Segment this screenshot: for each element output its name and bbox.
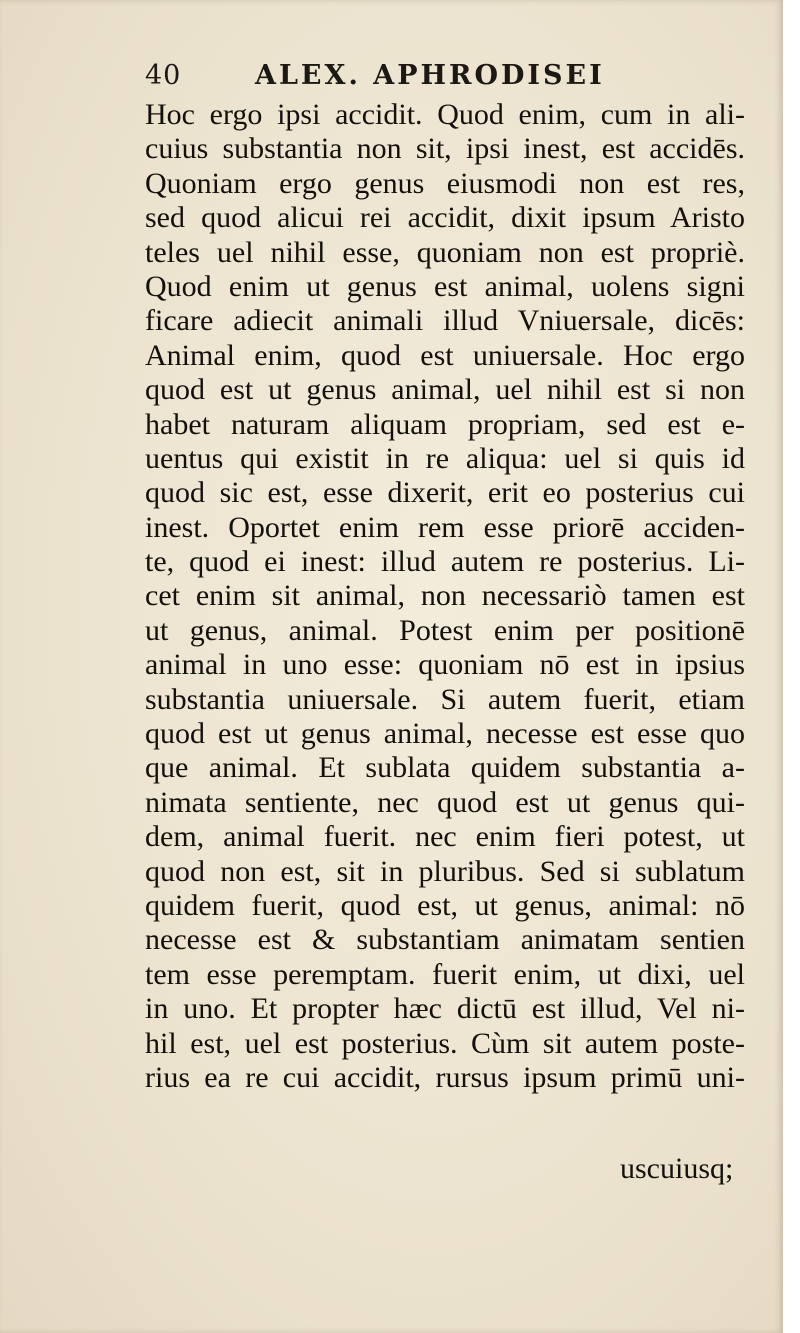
running-title: ALEX. APHRODISEI <box>255 60 605 91</box>
text-line: nimata sentiente, nec quod est ut genus qui- <box>145 785 745 819</box>
text-line: uentus qui existit in re aliqua: uel si quis id <box>145 441 745 475</box>
text-line: quod sic est, esse dixerit, erit eo posterius cui <box>145 476 745 510</box>
text-line: teles uel nihil esse, quoniam non est propriè. <box>145 235 745 269</box>
text-line: sed quod alicui rei accidit, dixit ipsum Aristo <box>145 201 745 235</box>
text-line: quod est ut genus animal, necesse est esse quo <box>145 717 745 751</box>
text-line: hil est, uel est posterius. Cùm sit autem poste- <box>145 1026 745 1060</box>
text-line: habet naturam aliquam propriam, sed est e- <box>145 407 745 441</box>
text-line: cuius substantia non sit, ipsi inest, est accidēs. <box>145 132 745 166</box>
text-line: in uno. Et propter hæc dictū est illud, Vel ni- <box>145 992 745 1026</box>
folio-number: 40 <box>145 60 182 91</box>
text-line: inest. Oportet enim rem esse priorē acciden- <box>145 510 745 544</box>
text-line: cet enim sit animal, non necessariò tamen est <box>145 579 745 613</box>
page-margin-edge <box>783 0 800 1333</box>
text-line: quod est ut genus animal, uel nihil est si non <box>145 373 745 407</box>
text-line: Hoc ergo ipsi accidit. Quod enim, cum in ali- <box>145 98 745 131</box>
text-line: Quoniam ergo genus eiusmodi non est res, <box>145 166 745 200</box>
text-line: te, quod ei inest: illud autem re posterius. Li- <box>145 545 745 579</box>
text-line: rius ea re cui accidit, rursus ipsum primū uni- <box>145 1060 745 1094</box>
text-line: que animal. Et sublata quidem substantia a- <box>145 751 745 785</box>
text-line: ficare adiecit animali illud Vniuersale, dicēs: <box>145 304 745 338</box>
text-line: Quod enim ut genus est animal, uolens signi <box>145 269 745 303</box>
text-line: substantia uniuersale. Si autem fuerit, etiam <box>145 682 745 716</box>
catchword: uscuiusq; <box>620 1152 734 1185</box>
text-line: animal in uno esse: quoniam nō est in ipsius <box>145 648 745 682</box>
text-line: necesse est & substantiam animatam sentien <box>145 923 745 957</box>
text-line: quod non est, sit in pluribus. Sed si sublatum <box>145 854 745 888</box>
text-line: ut genus, animal. Potest enim per positionē <box>145 613 745 647</box>
page-header <box>145 58 745 94</box>
text-line: dem, animal fuerit. nec enim fieri potest, ut <box>145 820 745 854</box>
body-text <box>145 98 745 1095</box>
text-line: tem esse peremptam. fuerit enim, ut dixi, uel <box>145 957 745 991</box>
text-line: quidem fuerit, quod est, ut genus, animal: nō <box>145 888 745 922</box>
text-line: Animal enim, quod est uniuersale. Hoc ergo <box>145 338 745 372</box>
